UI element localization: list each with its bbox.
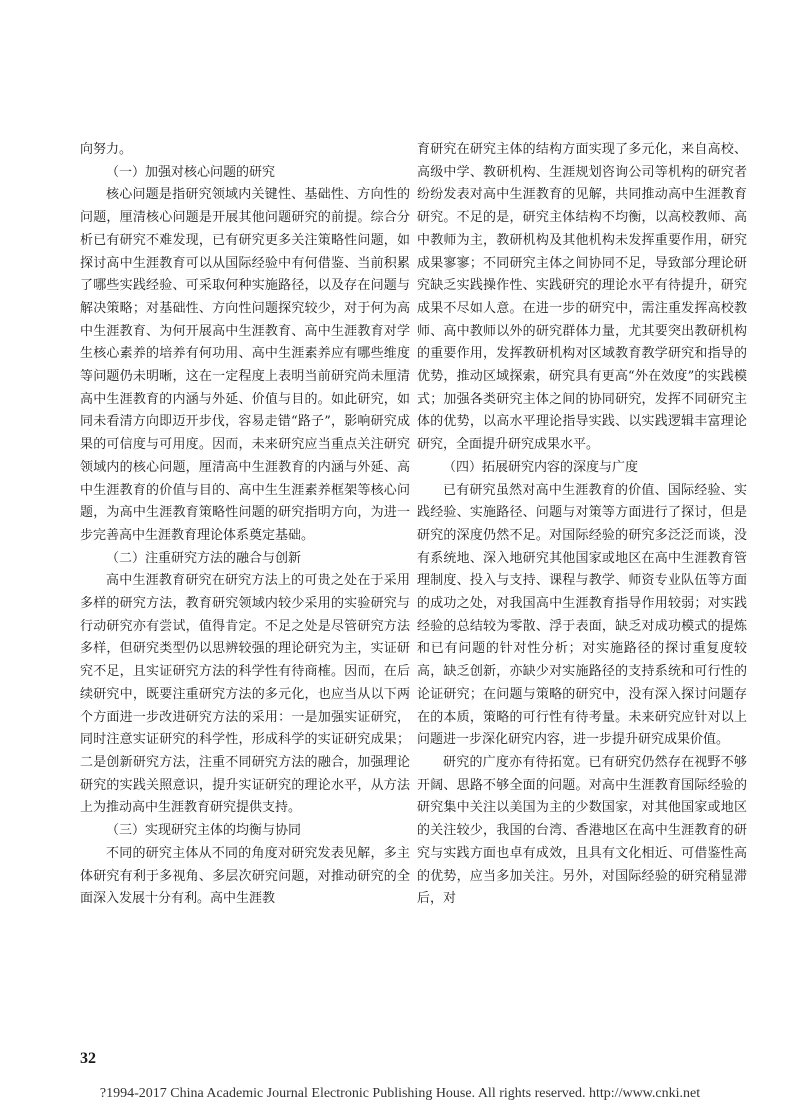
paragraph: 研究的广度亦有待拓宽。已有研究仍然存在视野不够开阔、思路不够全面的问题。对高中生涯教育国际经验的研究集中关注以美国为主的少数国家，对其他国家或地区的关注较少，我国的台湾、香港地区在高中生涯教育的研究与实践方面也卓有成效，且具有文化相近、可借鉴性高的优势，应当多加关注。另外，对国际经验的研究稍显滞后，对 (417, 754, 747, 907)
left-column (80, 139, 410, 911)
section-heading: （二）注重研究方法的融合与创新 (106, 550, 302, 566)
paragraph: 向努力。 (80, 142, 133, 157)
section-heading: （一）加强对核心问题的研究 (106, 164, 276, 180)
copyright-footer: ?1994-2017 China Academic Journal Electronic Publishing House. All rights reserved. http://www.cnki.net (99, 1086, 701, 1101)
section-heading: （三）实现研究主体的均衡与协同 (106, 823, 302, 839)
page-number: 32 (80, 1050, 96, 1067)
right-column (417, 139, 747, 911)
paragraph: 核心问题是指研究领域内关键性、基础性、方向性的问题，厘清核心问题是开展其他问题研究的前提。综合分析已有研究不难发现，已有研究更多关注策略性问题，如探讨高中生涯教育可以从国际经验中有何借鉴、当前积累了哪些实践经验、可采取何种实施路径，以及存在问题与解决策略；对基础性、方向性问题探究较少，对于何为高中生涯教育、为何开展高中生涯教育、高中生涯教育对学生核心素养的培养有何功用、高中生涯素养应有哪些维度等问题仍未明晰，这在一定程度上表明当前研究尚未厘清高中生涯教育的内涵与外延、价值与目的。如此研究，如同未看清方向即迈开步伐，容易走错“路子”，影响研究成果的可信度与可用度。因而，未来研究应当重点关注研究领域内的核心问题，厘清高中生涯教育的内涵与外延、高中生涯教育的价值与目的、高中生生涯素养框架等核心问题，为高中生涯教育策略性问题的研究指明方向，为进一步完善高中生涯教育理论体系奠定基础。 (80, 187, 410, 543)
paragraph: 育研究在研究主体的结构方面实现了多元化，来自高校、高级中学、教研机构、生涯规划咨询公司等机构的研究者纷纷发表对高中生涯教育的见解，共同推动高中生涯教育研究。不足的是，研究主体结构不均衡，以高校教师、高中教师为主，教研机构及其他机构未发挥重要作用，研究成果寥寥；不同研究主体之间协同不足，导致部分理论研究缺乏实践操作性、实践研究的理论水平有待提升，研究成果不尽如人意。在进一步的研究中，需注重发挥高校教师、高中教师以外的研究群体力量，尤其要突出教研机构的重要作用，发挥教研机构对区域教育教学研究和指导的优势，推动区域探索，研究具有更高“外在效度”的实践模式；加强各类研究主体之间的协同研究，发挥不同研究主体的优势，以高水平理论指导实践、以实践逻辑丰富理论研究，全面提升研究成果水平。 (417, 142, 747, 453)
section-heading: （四）拓展研究内容的深度与广度 (443, 459, 639, 475)
paragraph: 高中生涯教育研究在研究方法上的可贵之处在于采用多样的研究方法，教育研究领域内较少采用的实验研究与行动研究亦有尝试，值得肯定。不足之处是尽管研究方法多样，但研究类型仍以思辨较强的理论研究为主，实证研究不足，且实证研究方法的科学性有待商榷。因而，在后续研究中，既要注重研究方法的多元化，也应当从以下两个方面进一步改进研究方法的采用：一是加强实证研究，同时注意实证研究的科学性，形成科学的实证研究成果；二是创新研究方法，注重不同研究方法的融合，加强理论研究的实践关照意识，提升实证研究的理论水平，从方法上为推动高中生涯教育研究提供支持。 (80, 573, 410, 816)
paragraph: 不同的研究主体从不同的角度对研究发表见解，多主体研究有利于多视角、多层次研究问题，对推动研究的全面深入发展十分有利。高中生涯教 (80, 845, 410, 907)
paragraph: 已有研究虽然对高中生涯教育的价值、国际经验、实践经验、实施路径、问题与对策等方面进行了探讨，但是研究的深度仍然不足。对国际经验的研究多泛泛而谈，没有系统地、深入地研究其他国家或地区在高中生涯教育管理制度、投入与支持、课程与教学、师资专业队伍等方面的成功之处，对我国高中生涯教育指导作用较弱；对实践经验的总结较为零散、浮于表面，缺乏对成功模式的提炼和已有问题的针对性分析；对实施路径的探讨重复度较高，缺乏创新，亦缺少对实施路径的支持系统和可行性的论证研究；在问题与策略的研究中，没有深入探讨问题存在的本质，策略的可行性有待考量。未来研究应针对以上问题进一步深化研究内容，进一步提升研究成果价值。 (417, 482, 747, 748)
